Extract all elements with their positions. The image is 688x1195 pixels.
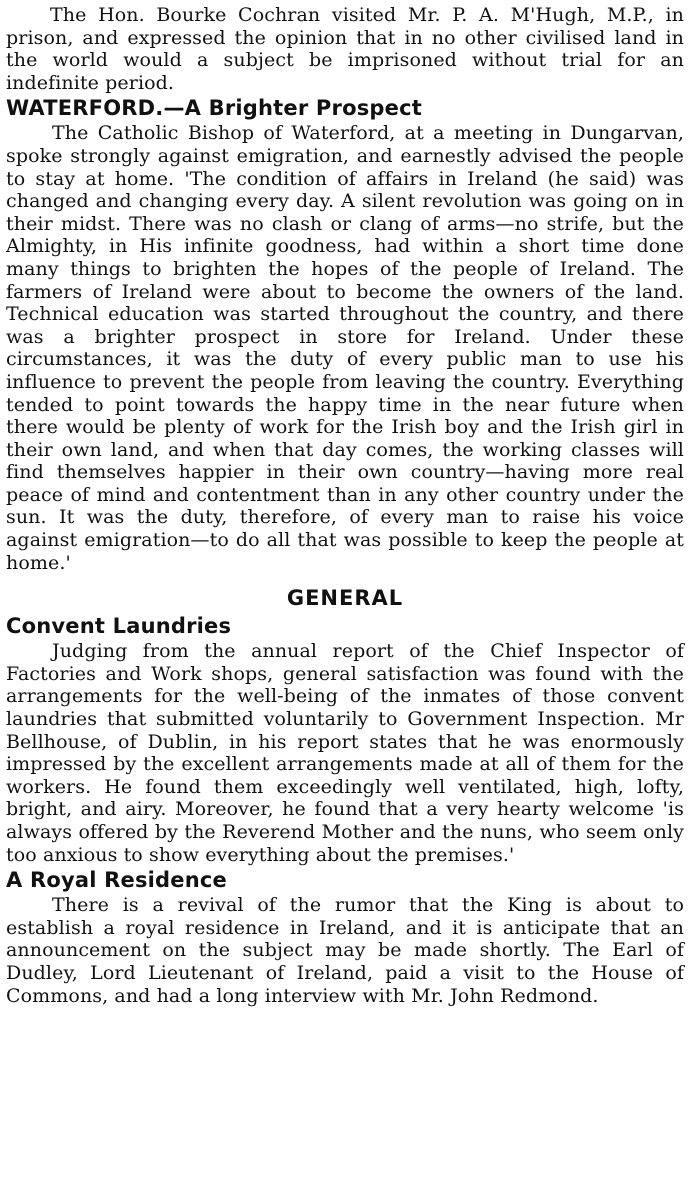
waterford-heading: WATERFORD.—A Brighter Prospect <box>6 96 422 121</box>
convent-laundries-heading: Convent Laundries <box>6 614 232 639</box>
newspaper-column <box>6 4 684 1007</box>
convent-laundries-paragraph: Judging from the annual report of the Chief Inspector of Factories and Work shops, general satisfaction was found with the arrangements for the well-being of the inmates of those convent laundries that submitted voluntarily to Government Inspection. Mr Bellhouse, of Dublin, in his report states that he was enormously impressed by the excellent arrangements made at all of them for the workers. He found them exceedingly well ventilated, high, lofty, bright, and airy. Moreover, he found that a very hearty welcome 'is always offered by the Reverend Mother and the nuns, who seem only too anxious to show everything about the premises.' <box>6 640 684 866</box>
royal-residence-paragraph: There is a revival of the rumor that the King is about to establish a royal residence in Ireland, and it is anticipate that an announcement on the subject may be made shortly. The Earl of Dudley, Lord Lieutenant of Ireland, paid a visit to the House of Commons, and had a long interview with Mr. John Redmond. <box>6 894 684 1007</box>
royal-residence-heading: A Royal Residence <box>6 868 227 893</box>
waterford-paragraph: The Catholic Bishop of Waterford, at a meeting in Dungarvan, spoke strongly against emigration, and earnestly advised the people to stay at home. 'The condition of affairs in Ireland (he said) was changed and changing every day. A silent revolution was going on in their midst. There was no clash or clang of arms—no strife, but the Almighty, in His infinite goodness, had within a short time done many things to brighten the hopes of the people of Ireland. The farmers of Ireland were about to become the owners of the land. Technical education was started throughout the country, and there was a brighter prospect in store for Ireland. Under these circumstances, it was the duty of every public man to use his influence to prevent the people from leaving the country. Everything tended to point towards the happy time in the near future when there would be plenty of work for the Irish boy and the Irish girl in their own land, and when that day comes, the working classes will find themselves happier in their own country—having more real peace of mind and contentment than in any other country under the sun. It was the duty, therefore, of every man to raise his voice against emigration—to do all that was possible to keep the people at home.' <box>6 122 684 574</box>
intro-paragraph: The Hon. Bourke Cochran visited Mr. P. A. M'Hugh, M.P., in prison, and expressed the opinion that in no other civilised land in the world would a subject be imprisoned without trial for an indefinite period. <box>6 4 684 94</box>
general-section-heading: GENERAL <box>286 586 404 611</box>
